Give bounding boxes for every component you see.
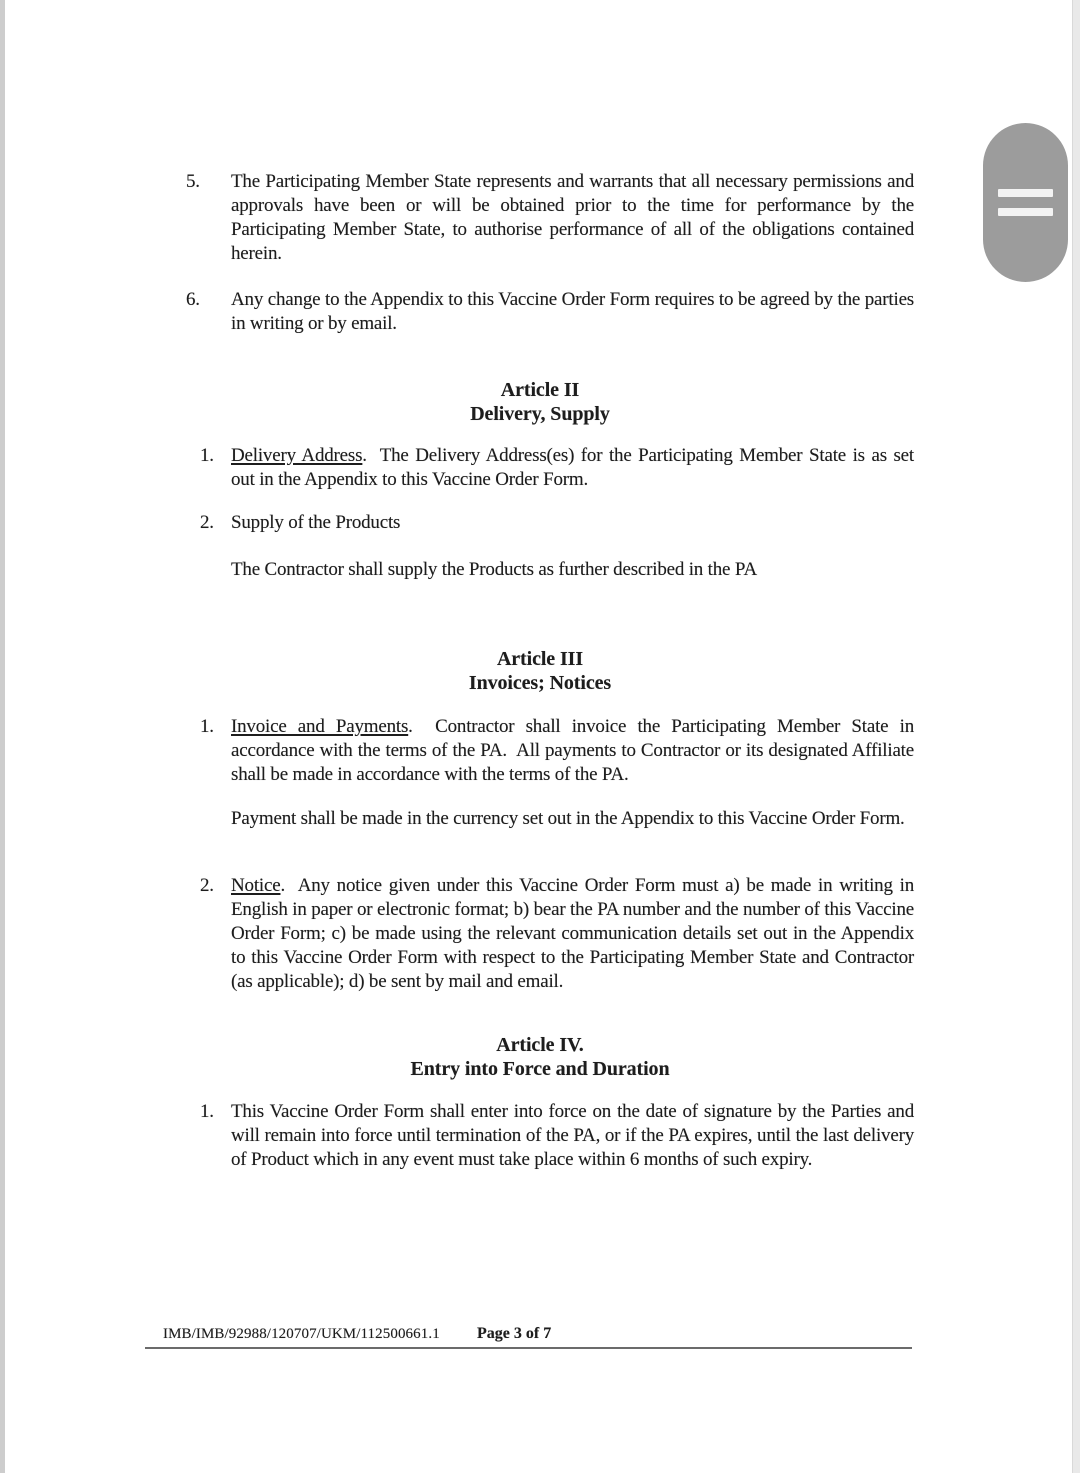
item-number: 1. <box>200 445 214 466</box>
article-3-item-1 <box>186 715 914 787</box>
page-edge-left <box>0 0 5 1473</box>
footer-rule <box>145 1347 912 1349</box>
article-title: Article III <box>496 648 584 670</box>
scrollbar-track[interactable] <box>1072 0 1080 1473</box>
article-subtitle: Entry into Force and Duration <box>410 1058 670 1080</box>
item-text <box>231 874 914 994</box>
article-2-item-1 <box>186 444 914 492</box>
item-text: The Participating Member State represents and warrants that all necessary permissions and approvals have been or will be obtained prior to the time for performance by the Participating Member State, to authorise performance of all of the obligations contained herein. <box>231 171 914 264</box>
article-3-item-2 <box>186 874 914 994</box>
grip-line-icon <box>998 208 1053 216</box>
article-3-heading <box>186 647 894 695</box>
article-2-heading <box>186 378 894 426</box>
item-text: Any change to the Appendix to this Vaccine Order Form requires to be agreed by the parties in writing or by email. <box>231 289 914 334</box>
footer-page-number: Page 3 of 7 <box>477 1325 552 1342</box>
article-2-paragraph: The Contractor shall supply the Products as further described in the PA <box>231 559 757 580</box>
item-number: 2. <box>200 875 214 896</box>
item-lead-underlined: Delivery Address <box>231 445 363 466</box>
item-number: 5. <box>186 171 200 192</box>
item-number: 1. <box>200 716 214 737</box>
footer-reference: IMB/IMB/92988/120707/UKM/112500661.1 <box>163 1326 440 1342</box>
item-lead-underlined: Notice <box>231 875 281 896</box>
item-rest: . The Delivery Address(es) for the Participating Member State is as set out in the Appendix to this Vaccine Order Form. <box>231 445 914 490</box>
article-4-item-1 <box>186 1100 914 1172</box>
grip-line-icon <box>998 189 1053 197</box>
numbered-item-5 <box>186 170 914 266</box>
item-text <box>231 444 914 492</box>
article-title: Article IV. <box>496 1034 584 1056</box>
item-rest: . Contractor shall invoice the Participating Member State in accordance with the terms of the PA. All payments to Contractor or its designated Affiliate shall be made in accordance with the terms of the PA. <box>231 716 914 785</box>
article-title: Article II <box>500 379 580 401</box>
item-number: 1. <box>200 1101 214 1122</box>
item-text <box>231 715 914 787</box>
article-4-heading <box>186 1033 894 1081</box>
item-number: 6. <box>186 289 200 310</box>
item-number: 2. <box>200 512 214 533</box>
article-subtitle: Delivery, Supply <box>470 403 610 425</box>
scroll-handle[interactable] <box>983 123 1068 282</box>
item-text: Supply of the Products <box>231 512 401 533</box>
item-lead-underlined: Invoice and Payments <box>231 716 409 737</box>
article-subtitle: Invoices; Notices <box>468 672 612 694</box>
article-2-item-2 <box>186 511 914 535</box>
item-rest: . Any notice given under this Vaccine Order Form must a) be made in writing in English in paper or electronic format; b) bear the PA number and the number of this Vaccine Order Form; c) be made using the relevant communication details set out in the Appendix to this Vaccine Order Form with respect to the Participating Member State and Contractor (as applicable); d) be sent by mail and email. <box>231 875 914 992</box>
numbered-item-6 <box>186 288 914 336</box>
item-text: This Vaccine Order Form shall enter into force on the date of signature by the Parties and will remain into force until termination of the PA, or if the PA expires, until the last delivery of Product which in any event must take place within 6 months of such expiry. <box>231 1101 914 1170</box>
article-3-paragraph: Payment shall be made in the currency set out in the Appendix to this Vaccine Order Form. <box>231 808 905 829</box>
